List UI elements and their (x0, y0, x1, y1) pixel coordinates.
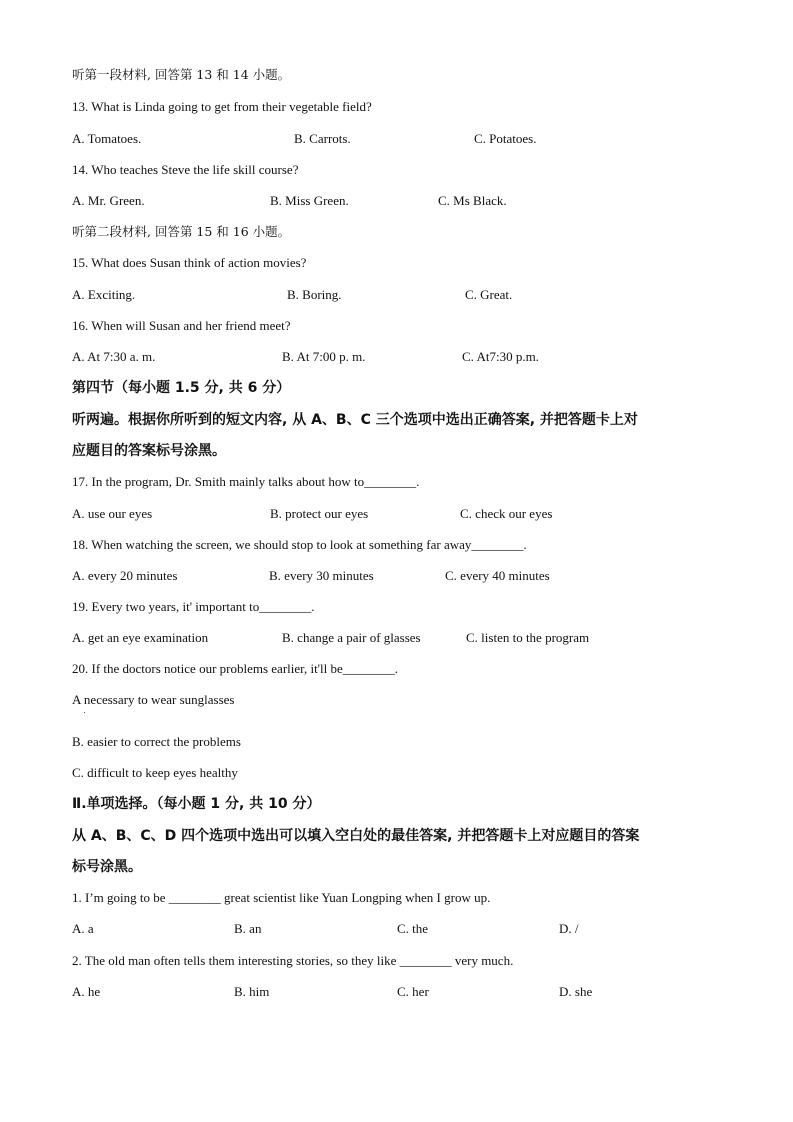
option-c: C. every 40 minutes (445, 568, 550, 583)
option-c: C. her (397, 984, 429, 999)
option-a: A. a (72, 921, 94, 936)
option-c: C. Great. (465, 287, 513, 302)
option-a: A. every 20 minutes (72, 568, 178, 583)
option-c: C. At7:30 p.m. (462, 349, 539, 364)
option-b: B. him (234, 984, 270, 999)
option-c: C. the (397, 921, 429, 936)
option-c: C. Ms Black. (438, 193, 507, 208)
option-a: A. use our eyes (72, 506, 153, 521)
part2-instruction-line1: 从 A、B、C、D 四个选项中选出可以填入空白处的最佳答案, 并把答题卡上对应题目的答案 (72, 828, 640, 844)
option-b: B. every 30 minutes (269, 568, 374, 583)
option-b: B. easier to correct the problems (72, 734, 241, 749)
option-a: A. Tomatoes. (72, 131, 142, 146)
option-a: A. At 7:30 a. m. (72, 349, 156, 364)
part2-instruction-line2: 标号涂黑。 (72, 859, 142, 875)
stray-dot (84, 712, 85, 713)
part2-heading: Ⅱ.单项选择。（每小题 1 分, 共 10 分） (72, 796, 321, 812)
question-16: 16. When will Susan and her friend meet? (72, 318, 291, 333)
option-a: A. get an eye examination (72, 630, 209, 645)
option-c: C. difficult to keep eyes healthy (72, 765, 238, 780)
option-a: A. Exciting. (72, 287, 136, 302)
option-b: B. Boring. (287, 287, 342, 302)
option-b: B. protect our eyes (270, 506, 369, 521)
option-a: A. Mr. Green. (72, 193, 145, 208)
section4-instruction-line1: 听两遍。根据你所听到的短文内容, 从 A、B、C 三个选项中选出正确答案, 并把答题卡上对 (72, 412, 638, 428)
question-2: 2. The old man often tells them interesting stories, so they like ________ very much. (72, 953, 514, 968)
option-a: A. he (72, 984, 101, 999)
option-b: B. Carrots. (294, 131, 351, 146)
passage2-instruction: 听第二段材料, 回答第 15 和 16 小题。 (72, 224, 291, 239)
question-13: 13. What is Linda going to get from their vegetable field? (72, 99, 372, 114)
option-c: C. listen to the program (466, 630, 590, 645)
option-b: B. an (234, 921, 262, 936)
question-17: 17. In the program, Dr. Smith mainly talks about how to________. (72, 474, 420, 489)
passage1-instruction: 听第一段材料, 回答第 13 和 14 小题。 (72, 67, 291, 82)
option-d: D. / (559, 921, 579, 936)
section4-heading: 第四节（每小题 1.5 分, 共 6 分） (72, 380, 291, 396)
option-c: C. check our eyes (460, 506, 553, 521)
option-b: B. At 7:00 p. m. (282, 349, 366, 364)
question-1: 1. I’m going to be ________ great scientist like Yuan Longping when I grow up. (72, 890, 491, 905)
option-b: B. change a pair of glasses (282, 630, 421, 645)
question-14: 14. Who teaches Steve the life skill course? (72, 162, 299, 177)
question-20: 20. If the doctors notice our problems earlier, it'll be________. (72, 661, 399, 676)
question-18: 18. When watching the screen, we should stop to look at something far away________. (72, 537, 527, 552)
question-15: 15. What does Susan think of action movies? (72, 255, 307, 270)
option-b: B. Miss Green. (270, 193, 349, 208)
option-d: D. she (559, 984, 593, 999)
option-c: C. Potatoes. (474, 131, 537, 146)
option-a: A necessary to wear sunglasses (72, 692, 235, 707)
section4-instruction-line2: 应题目的答案标号涂黑。 (72, 443, 226, 459)
question-19: 19. Every two years, it' important to________. (72, 599, 315, 614)
